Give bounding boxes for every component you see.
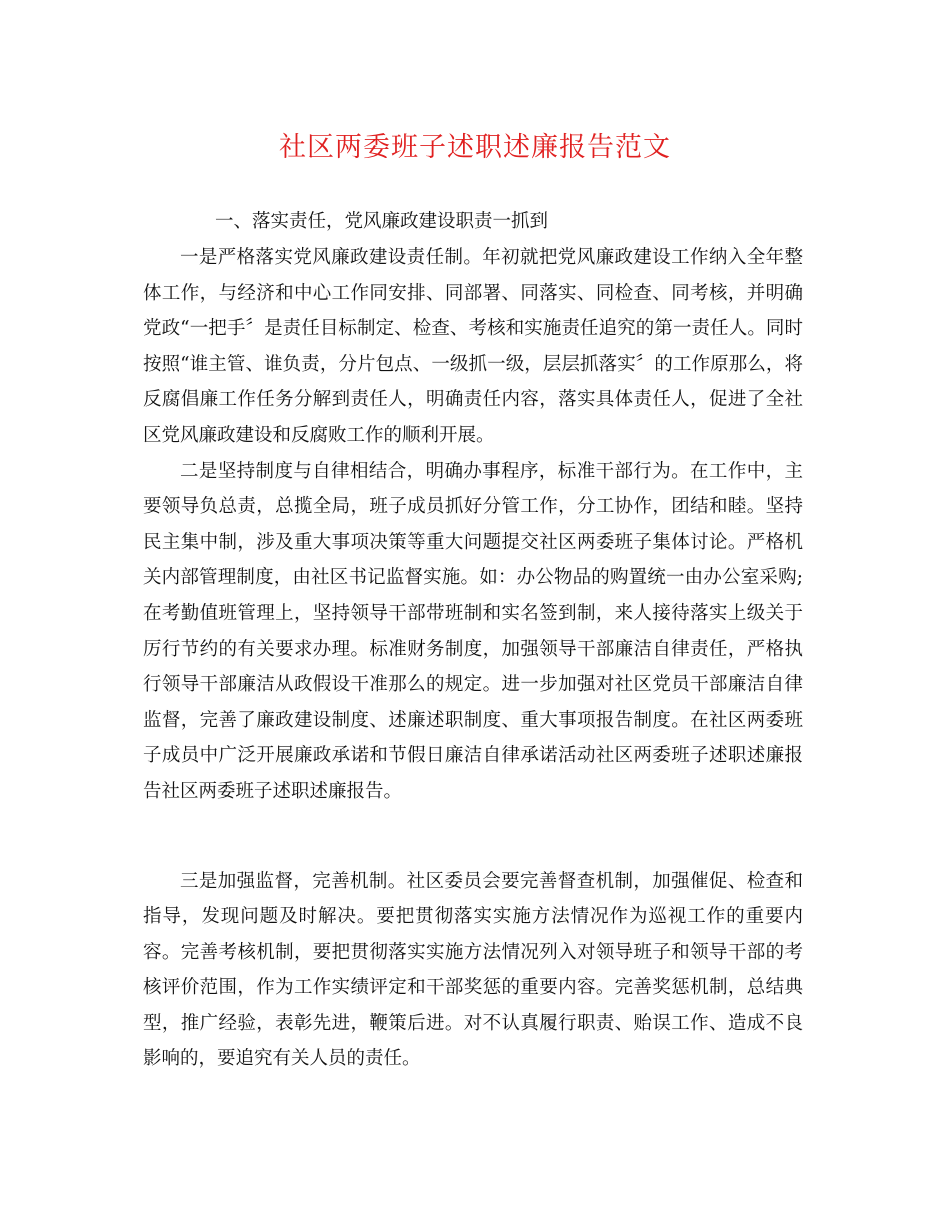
paragraph-3: 三是加强监督，完善机制。社区委员会要完善督查机制，加强催促、检查和指导，发现问题及时解决。要把贯彻落实实施方法情况作为巡视工作的重要内容。完善考核机制，要把贯彻落实实施方法情况列入对领导班子和领导干部的考核评价范围，作为工作实绩评定和干部奖惩的重要内容。完善奖惩机制，总结典型，推广经验，表彰先进，鞭策后进。对不认真履行职责、贻误工作、造成不良影响的，要追究有关人员的责任。 — [143, 870, 803, 1070]
document-title: 社区两委班子述职述廉报告范文 — [279, 132, 671, 163]
paragraph-1: 一是严格落实党风廉政建设责任制。年初就把党风廉政建设工作纳入全年整体工作，与经济和中心工作同安排、同部署、同落实、同检查、同考核，并明确党政“一把手〞是责任目标制定、检查、考核和实施责任追究的第一责任人。同时按照“谁主管、谁负责，分片包点、一级抓一级，层层抓落实〞的工作原那么，将反腐倡廉工作任务分解到责任人，明确责任内容，落实具体责任人，促进了全社区党风廉政建设和反腐败工作的顺利开展。 — [143, 247, 803, 446]
paragraph-2: 二是坚持制度与自律相结合，明确办事程序，标准干部行为。在工作中，主要领导负总责，总揽全局，班子成员抓好分管工作，分工协作，团结和睦。坚持民主集中制，涉及重大事项决策等重大问题提交社区两委班子集体讨论。严格机关内部管理制度，由社区书记监督实施。如：办公物品的购置统一由办公室采购;在考勤值班管理上，坚持领导干部带班制和实名签到制，来人接待落实上级关于厉行节约的有关要求办理。标准财务制度，加强领导干部廉洁自律责任，严格执行领导干部廉洁从政假设干准那么的规定。进一步加强对社区党员干部廉洁自律监督，完善了廉政建设制度、述廉述职制度、重大事项报告制度。在社区两委班子成员中广泛开展廉政承诺和节假日廉洁自律承诺活动社区两委班子述职述廉报告社区两委班子述职述廉报告。 — [143, 460, 803, 802]
section-heading: 一、落实责任，党风廉政建设职责一抓到 — [215, 211, 549, 232]
document-body — [143, 204, 803, 1077]
paragraph-gap — [143, 810, 803, 864]
